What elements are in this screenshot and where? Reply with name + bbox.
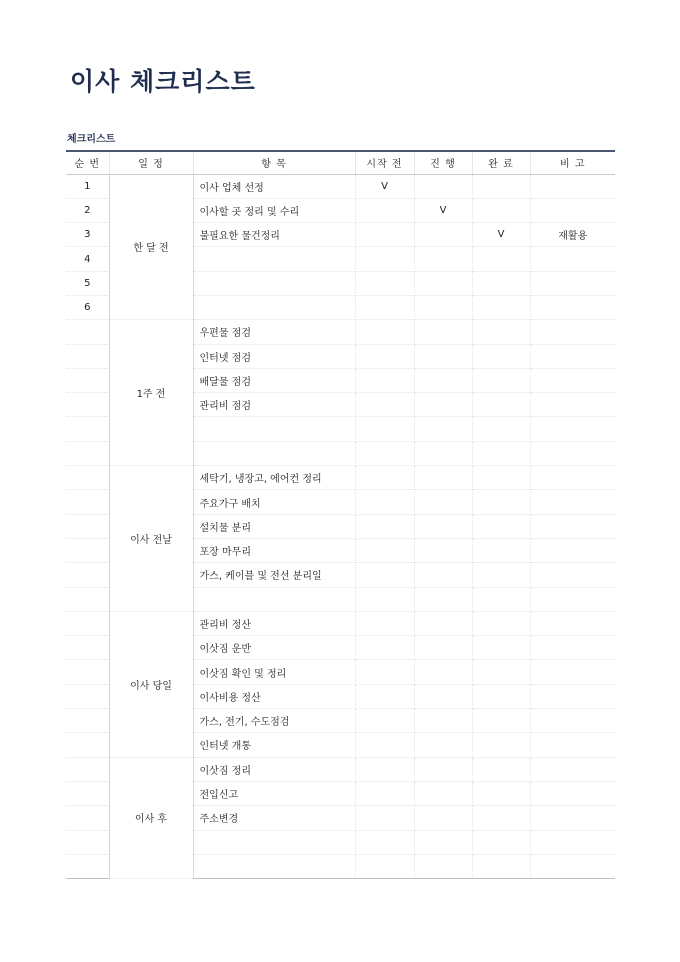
start-cell: [355, 806, 414, 830]
start-cell: [355, 781, 414, 805]
done-cell: [472, 830, 530, 854]
checklist-table: [66, 150, 615, 879]
progress-cell: [414, 514, 472, 538]
schedule-cell: 1주 전: [109, 320, 193, 466]
progress-cell: [414, 757, 472, 781]
header-done: 완 료: [472, 151, 530, 174]
seq-cell: 1: [66, 174, 109, 198]
note-cell: [530, 636, 615, 660]
section-label: 체크리스트: [67, 134, 116, 145]
note-cell: [530, 174, 615, 198]
done-cell: [472, 538, 530, 562]
progress-cell: [414, 781, 472, 805]
note-cell: [530, 733, 615, 757]
header-start: 시작 전: [355, 151, 414, 174]
start-cell: [355, 563, 414, 587]
item-cell: 이사할 곳 정리 및 수리: [193, 198, 355, 222]
done-cell: [472, 271, 530, 295]
start-cell: [355, 854, 414, 878]
progress-cell: [414, 393, 472, 417]
done-cell: [472, 198, 530, 222]
seq-cell: [66, 781, 109, 805]
item-cell: 우편물 점검: [193, 320, 355, 344]
done-cell: [472, 514, 530, 538]
note-cell: [530, 806, 615, 830]
item-cell: 전입신고: [193, 781, 355, 805]
progress-cell: [414, 344, 472, 368]
note-cell: [530, 198, 615, 222]
start-cell: [355, 490, 414, 514]
table-row: [66, 611, 615, 635]
start-cell: [355, 344, 414, 368]
note-cell: [530, 271, 615, 295]
progress-cell: [414, 636, 472, 660]
done-cell: [472, 587, 530, 611]
start-cell: [355, 538, 414, 562]
progress-cell: [414, 830, 472, 854]
done-cell: [472, 247, 530, 271]
progress-cell: [414, 368, 472, 392]
progress-cell: [414, 563, 472, 587]
progress-cell: [414, 709, 472, 733]
schedule-cell: 이사 전날: [109, 466, 193, 612]
note-cell: [530, 441, 615, 465]
progress-cell: [414, 320, 472, 344]
seq-cell: [66, 854, 109, 878]
note-cell: [530, 344, 615, 368]
done-cell: [472, 490, 530, 514]
table-row: [66, 320, 615, 344]
item-cell: 배달물 점검: [193, 368, 355, 392]
item-cell: 설치물 분리: [193, 514, 355, 538]
note-cell: [530, 368, 615, 392]
done-cell: [472, 709, 530, 733]
seq-cell: [66, 611, 109, 635]
start-cell: [355, 247, 414, 271]
progress-cell: [414, 490, 472, 514]
done-cell: [472, 806, 530, 830]
done-cell: [472, 636, 530, 660]
seq-cell: [66, 441, 109, 465]
item-cell: 불필요한 물건정리: [193, 223, 355, 247]
seq-cell: [66, 563, 109, 587]
done-cell: [472, 344, 530, 368]
start-cell: [355, 441, 414, 465]
schedule-cell: 이사 당일: [109, 611, 193, 757]
schedule-cell: 이사 후: [109, 757, 193, 878]
note-cell: [530, 660, 615, 684]
note-cell: [530, 830, 615, 854]
seq-cell: [66, 757, 109, 781]
header-note: 비 고: [530, 151, 615, 174]
note-cell: [530, 854, 615, 878]
header-seq: 순 번: [66, 151, 109, 174]
item-cell: 가스, 전기, 수도점검: [193, 709, 355, 733]
item-cell: 포장 마무리: [193, 538, 355, 562]
seq-cell: [66, 636, 109, 660]
progress-cell: [414, 733, 472, 757]
note-cell: [530, 466, 615, 490]
note-cell: [530, 295, 615, 319]
progress-cell: [414, 223, 472, 247]
start-cell: [355, 684, 414, 708]
item-cell: [193, 295, 355, 319]
note-cell: [530, 684, 615, 708]
done-cell: [472, 417, 530, 441]
note-cell: [530, 247, 615, 271]
seq-cell: [66, 320, 109, 344]
note-cell: [530, 587, 615, 611]
progress-cell: [414, 806, 472, 830]
start-cell: [355, 320, 414, 344]
done-cell: [472, 393, 530, 417]
progress-cell: [414, 660, 472, 684]
item-cell: 이삿짐 정리: [193, 757, 355, 781]
done-cell: [472, 320, 530, 344]
done-cell: [472, 660, 530, 684]
item-cell: 주요가구 배치: [193, 490, 355, 514]
item-cell: [193, 830, 355, 854]
item-cell: 관리비 점검: [193, 393, 355, 417]
item-cell: 인터넷 개통: [193, 733, 355, 757]
table-row: [66, 757, 615, 781]
item-cell: 관리비 정산: [193, 611, 355, 635]
start-cell: [355, 660, 414, 684]
seq-cell: [66, 709, 109, 733]
progress-cell: [414, 295, 472, 319]
item-cell: [193, 854, 355, 878]
progress-cell: [414, 684, 472, 708]
checklist-body: [66, 174, 615, 879]
note-cell: [530, 709, 615, 733]
seq-cell: [66, 393, 109, 417]
seq-cell: [66, 344, 109, 368]
item-cell: 이삿짐 확인 및 정리: [193, 660, 355, 684]
note-cell: [530, 393, 615, 417]
done-cell: [472, 781, 530, 805]
note-cell: [530, 538, 615, 562]
item-cell: 이삿짐 운반: [193, 636, 355, 660]
note-cell: [530, 757, 615, 781]
item-cell: 세탁기, 냉장고, 에어컨 정리: [193, 466, 355, 490]
start-cell: [355, 587, 414, 611]
seq-cell: [66, 830, 109, 854]
progress-cell: [414, 854, 472, 878]
header-progress: 진 행: [414, 151, 472, 174]
done-cell: [472, 295, 530, 319]
done-cell: [472, 733, 530, 757]
item-cell: [193, 247, 355, 271]
done-cell: [472, 368, 530, 392]
item-cell: 주소변경: [193, 806, 355, 830]
note-cell: [530, 781, 615, 805]
seq-cell: 2: [66, 198, 109, 222]
note-cell: 재활용: [530, 223, 615, 247]
progress-cell: V: [414, 198, 472, 222]
start-cell: [355, 223, 414, 247]
done-cell: [472, 563, 530, 587]
done-cell: [472, 466, 530, 490]
page-title: 이사 체크리스트: [70, 67, 256, 96]
note-cell: [530, 417, 615, 441]
item-cell: [193, 271, 355, 295]
start-cell: [355, 198, 414, 222]
seq-cell: [66, 806, 109, 830]
done-cell: [472, 854, 530, 878]
note-cell: [530, 611, 615, 635]
seq-cell: [66, 733, 109, 757]
start-cell: [355, 466, 414, 490]
note-cell: [530, 563, 615, 587]
progress-cell: [414, 441, 472, 465]
header-schedule: 일 정: [109, 151, 193, 174]
seq-cell: [66, 660, 109, 684]
progress-cell: [414, 538, 472, 562]
seq-cell: [66, 490, 109, 514]
seq-cell: [66, 587, 109, 611]
start-cell: [355, 514, 414, 538]
start-cell: [355, 295, 414, 319]
seq-cell: [66, 538, 109, 562]
start-cell: [355, 757, 414, 781]
item-cell: 인터넷 점검: [193, 344, 355, 368]
table-row: [66, 174, 615, 198]
table-row: [66, 466, 615, 490]
start-cell: [355, 393, 414, 417]
progress-cell: [414, 587, 472, 611]
progress-cell: [414, 466, 472, 490]
done-cell: [472, 684, 530, 708]
start-cell: [355, 830, 414, 854]
item-cell: 이사비용 정산: [193, 684, 355, 708]
header-row: [66, 151, 615, 174]
note-cell: [530, 490, 615, 514]
schedule-cell: 한 달 전: [109, 174, 193, 320]
done-cell: [472, 174, 530, 198]
header-item: 항 목: [193, 151, 355, 174]
done-cell: V: [472, 223, 530, 247]
item-cell: [193, 587, 355, 611]
seq-cell: [66, 466, 109, 490]
seq-cell: [66, 514, 109, 538]
progress-cell: [414, 417, 472, 441]
start-cell: V: [355, 174, 414, 198]
done-cell: [472, 611, 530, 635]
progress-cell: [414, 611, 472, 635]
item-cell: [193, 441, 355, 465]
seq-cell: 5: [66, 271, 109, 295]
start-cell: [355, 733, 414, 757]
note-cell: [530, 514, 615, 538]
start-cell: [355, 611, 414, 635]
item-cell: [193, 417, 355, 441]
start-cell: [355, 709, 414, 733]
progress-cell: [414, 247, 472, 271]
item-cell: 가스, 케이블 및 전선 분리일: [193, 563, 355, 587]
start-cell: [355, 368, 414, 392]
done-cell: [472, 757, 530, 781]
start-cell: [355, 271, 414, 295]
progress-cell: [414, 271, 472, 295]
done-cell: [472, 441, 530, 465]
seq-cell: 3: [66, 223, 109, 247]
start-cell: [355, 417, 414, 441]
note-cell: [530, 320, 615, 344]
item-cell: 이사 업체 선정: [193, 174, 355, 198]
seq-cell: 6: [66, 295, 109, 319]
start-cell: [355, 636, 414, 660]
seq-cell: [66, 417, 109, 441]
seq-cell: 4: [66, 247, 109, 271]
seq-cell: [66, 684, 109, 708]
progress-cell: [414, 174, 472, 198]
seq-cell: [66, 368, 109, 392]
